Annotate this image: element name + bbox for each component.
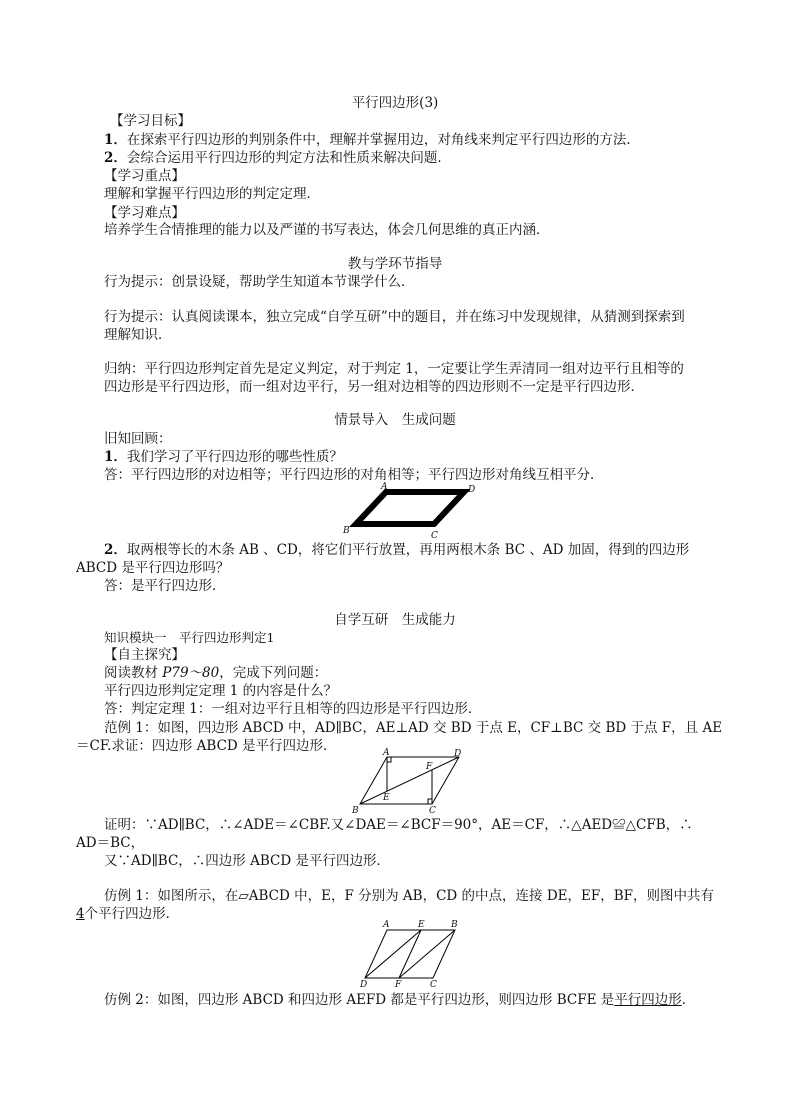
right-angle-mark-c xyxy=(428,799,432,804)
objective-2-text: 会综合运用平行四边形的判定方法和性质来解决问题． xyxy=(126,150,451,166)
answer-2: 答：是平行四边形． xyxy=(104,578,226,594)
guide-tip-1: 行为提示：创景设疑，帮助学生知道本节课学什么． xyxy=(104,274,415,290)
label-c: C xyxy=(430,980,437,990)
guide-tip-2-line-2: 理解知识． xyxy=(104,327,172,343)
exercise-1-figure xyxy=(355,918,465,990)
label-e: E xyxy=(383,793,390,803)
reading-pre: 阅读教材 xyxy=(104,665,163,681)
parallelogram-figure xyxy=(340,480,480,540)
label-e: E xyxy=(418,920,425,930)
review-label: 旧知回顾： xyxy=(104,431,172,447)
segment-de xyxy=(365,930,421,978)
label-a: A xyxy=(381,482,388,492)
label-b: B xyxy=(451,920,458,930)
exercise-2 xyxy=(104,991,695,1009)
label-b: B xyxy=(343,526,350,536)
difficulty-heading: 【学习难点】 xyxy=(104,205,185,221)
question-2-line-1 xyxy=(104,541,689,559)
question-2-num: 2． xyxy=(104,542,127,558)
guide-tip-2-line-1: 行为提示：认真阅读课本，独立完成“自学互研”中的题目，并在练习中发现规律，从猜测到探索到 xyxy=(104,309,685,325)
thick-parallelogram xyxy=(356,492,464,524)
label-f: F xyxy=(395,980,402,990)
label-c: C xyxy=(431,531,438,541)
theorem-answer: 答：判定定理 1：一组对边平行且相等的四边形是平行四边形． xyxy=(104,701,482,717)
reading-instruction xyxy=(104,664,327,682)
question-2-line-2: ABCD 是平行四边形吗？ xyxy=(76,560,230,576)
self-study-heading: 自学互研 生成能力 xyxy=(334,612,456,628)
label-d: D xyxy=(454,749,462,759)
reading-page: P79～80 xyxy=(162,665,220,681)
exercise-2-answer: 平行四边形 xyxy=(614,992,682,1008)
exercise-1-text: 个平行四边形． xyxy=(84,906,180,922)
diagonal-bd xyxy=(360,757,459,804)
question-2-text: 取两根等长的木条 AB 、CD，将它们平行放置，再用两根木条 BC 、AD 加固，得到的四边形 xyxy=(126,542,690,558)
proof-line-3: 又∵AD∥BC，∴四边形 ABCD 是平行四边形． xyxy=(104,853,390,869)
objectives-heading: 【学习目标】 xyxy=(110,113,191,129)
answer-1: 答：平行四边形的对边相等；平行四边形的对角相等；平行四边形对角线互相平分． xyxy=(104,467,604,483)
segment-bf xyxy=(399,930,455,978)
question-1 xyxy=(104,448,343,466)
module-title: 知识模块一 平行四边形判定1 xyxy=(104,630,275,645)
example-1-line-2: ＝CF.求证：四边形 ABCD 是平行四边形． xyxy=(76,738,337,754)
label-d: D xyxy=(468,485,476,495)
guide-heading: 教与学环节指导 xyxy=(347,256,443,272)
explore-heading: 【自主探究】 xyxy=(104,647,185,663)
focus-heading: 【学习重点】 xyxy=(104,168,185,184)
label-a: A xyxy=(383,748,390,758)
question-1-num: 1． xyxy=(104,449,127,465)
guide-summary-line-1: 归纳：平行四边形判定首先是定义判定，对于判定 1，一定要让学生弄清同一组对边平行且相等的 xyxy=(104,361,684,377)
label-c: C xyxy=(429,806,436,816)
label-d: D xyxy=(360,980,368,990)
objective-1-num: 1． xyxy=(104,132,127,148)
difficulty-text: 培养学生合情推理的能力以及严谨的书写表达，体会几何思维的真正内涵． xyxy=(104,222,550,238)
proof-line-2: AD＝BC， xyxy=(76,835,145,851)
exercise-2-end: ． xyxy=(681,992,696,1008)
focus-text: 理解和掌握平行四边形的判定定理． xyxy=(104,186,320,202)
guide-summary-line-2: 四边形是平行四边形，而一组对边平行，另一组对边相等的四边形则不一定是平行四边形． xyxy=(104,379,644,395)
label-a: A xyxy=(383,920,390,930)
exercise-2-text: 仿例 2：如图，四边形 ABCD 和四边形 AEFD 都是平行四边形，则四边形 BCFE 是 xyxy=(104,992,615,1008)
question-1-text: 我们学习了平行四边形的哪些性质？ xyxy=(126,449,343,465)
exercise-1-line-2 xyxy=(76,905,179,923)
page-title: 平行四边形(3) xyxy=(351,95,439,111)
objective-2 xyxy=(104,149,451,167)
objective-2-num: 2． xyxy=(104,150,127,166)
proof-line-1: 证明：∵AD∥BC，∴∠ADE＝∠CBF.又∠DAE＝∠BCF＝90°，AE＝CF，∴△AED≌△CFB，∴ xyxy=(104,817,693,833)
objective-1 xyxy=(104,131,640,149)
segment-ef xyxy=(399,930,421,978)
example-1-figure xyxy=(350,750,470,816)
label-f: F xyxy=(426,762,433,772)
example-1-line-1: 范例 1：如图，四边形 ABCD 中，AD∥BC，AE⊥AD 交 BD 于点 E，CF⊥BC 交 BD 于点 F，且 AE xyxy=(104,720,723,736)
theorem-question: 平行四边形判定定理 1 的内容是什么？ xyxy=(104,683,338,699)
exercise-1-answer: 4 xyxy=(76,906,85,922)
objective-1-text: 在探索平行四边形的判别条件中，理解并掌握用边，对角线来判定平行四边形的方法． xyxy=(126,132,640,148)
exercise-1-line-1: 仿例 1：如图所示，在▱ABCD 中，E，F 分别为 AB，CD 的中点，连接 DE，EF，BF，则图中共有 xyxy=(104,888,715,904)
reading-post: ，完成下列问题： xyxy=(219,665,328,681)
intro-heading: 情景导入 生成问题 xyxy=(334,412,456,428)
label-b: B xyxy=(352,806,359,816)
